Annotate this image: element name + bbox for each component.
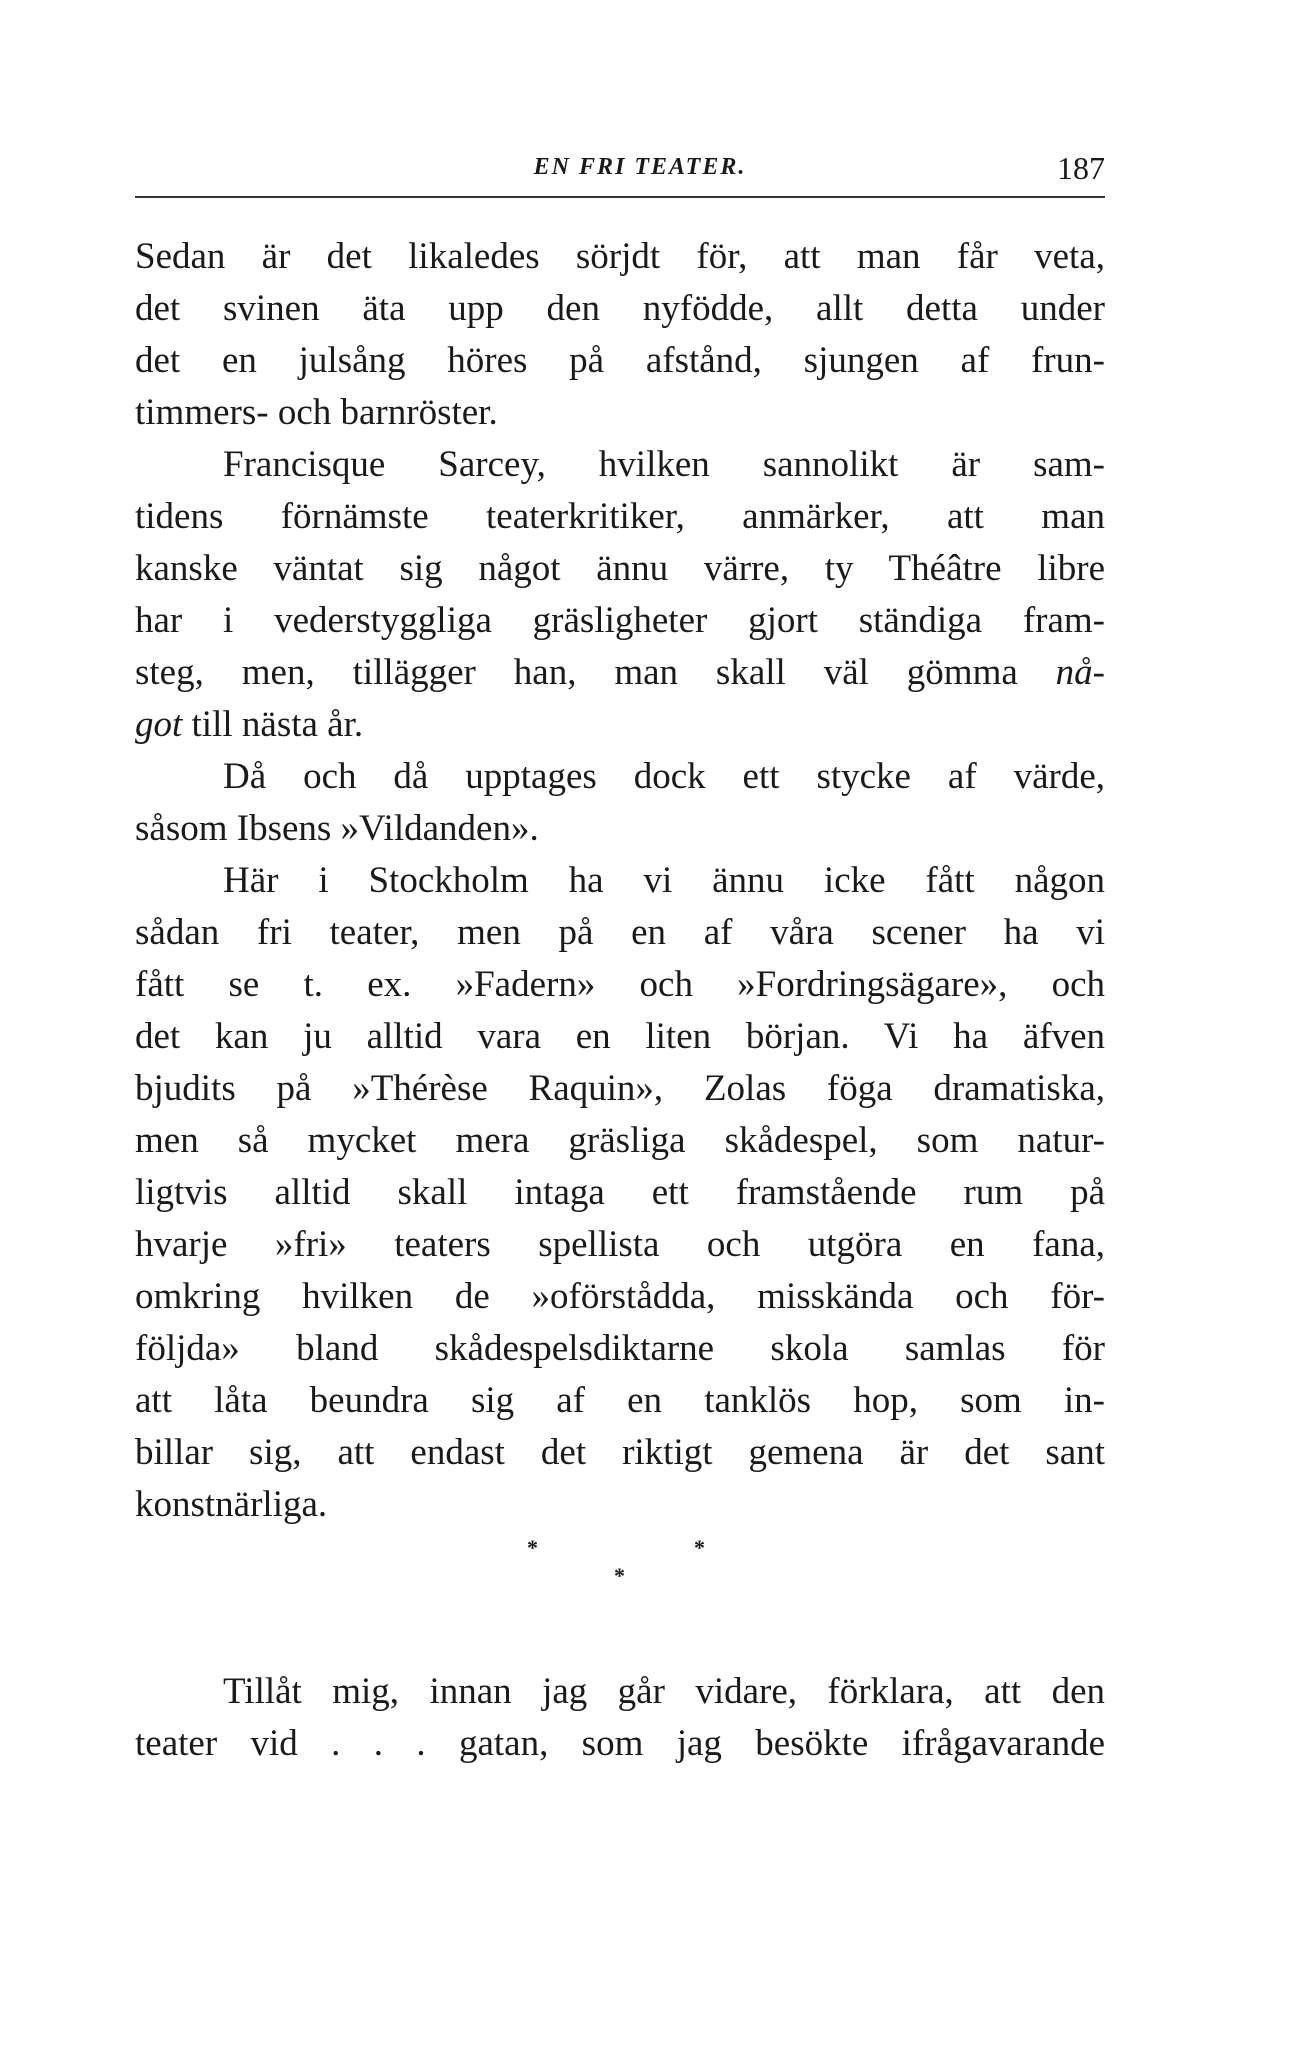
running-title: EN FRI TEATER. [533,154,747,180]
text-line: hvarje »fri» teaters spellista och utgöra en fana, [135,1224,1105,1265]
asterisk: * [614,1563,625,1588]
text-line: billar sig, att endast det riktigt gemena är det sant [135,1432,1105,1473]
text-line: men så mycket mera gräsliga skådespel, som natur- [135,1120,1105,1161]
italic-word: nå- [1055,652,1105,693]
text-line: Sedan är det likaledes sörjdt för, att man får veta, [135,236,1105,277]
text-line: omkring hvilken de »oförstådda, misskända och för- [135,1276,1105,1317]
body-text [135,231,1105,1531]
section-separator [0,1535,1300,1605]
page-number: 187 [1057,150,1105,186]
text-line: fått se t. ex. »Fadern» och »Fordringsägare», och [135,964,1105,1005]
text-line: konstnärliga. [135,1484,328,1525]
text-segment: steg, men, tillägger han, man skall väl gömma [135,652,1056,693]
text-line: ligtvis alltid skall intaga ett framstående rum på [135,1172,1105,1213]
header-rule [135,196,1105,198]
text-line: Här i Stockholm ha vi ännu icke fått någon [223,860,1105,901]
section-text [135,1666,1105,1770]
text-line: det kan ju alltid vara en liten början. Vi ha äfven [135,1016,1105,1057]
text-line: teater vid . . . gatan, som jag besökte ifrågavarande [135,1723,1105,1764]
asterisk: * [527,1535,538,1560]
italic-word-continuation: got [135,704,183,745]
text-line: bjudits på »Thérèse Raquin», Zolas föga dramatiska, [135,1068,1105,1109]
text-line [135,699,1105,751]
text-line: följda» bland skådespelsdiktarne skola samlas för [135,1328,1105,1369]
text-line: såsom Ibsens »Vildanden». [135,808,539,849]
text-line: tidens förnämste teaterkritiker, anmärker, att man [135,496,1105,537]
text-line: det en julsång höres på afstånd, sjungen af frun- [135,340,1105,381]
text-line: sådan fri teater, men på en af våra scener ha vi [135,912,1105,953]
text-line: Tillåt mig, innan jag går vidare, förklara, att den [223,1671,1105,1712]
page-header [135,148,1105,204]
text-line: kanske väntat sig något ännu värre, ty Théâtre libre [135,548,1105,589]
text-line [135,647,1105,699]
text-line: timmers- och barnröster. [135,392,498,433]
asterisk: * [694,1535,705,1560]
text-line: det svinen äta upp den nyfödde, allt detta under [135,288,1105,329]
text-segment: till nästa år. [182,704,364,745]
text-line: att låta beundra sig af en tanklös hop, som in- [135,1380,1105,1421]
text-line: Francisque Sarcey, hvilken sannolikt är sam- [223,444,1105,485]
text-line: har i vederstyggliga gräsligheter gjort ständiga fram- [135,600,1105,641]
text-line: Då och då upptages dock ett stycke af värde, [223,756,1105,797]
